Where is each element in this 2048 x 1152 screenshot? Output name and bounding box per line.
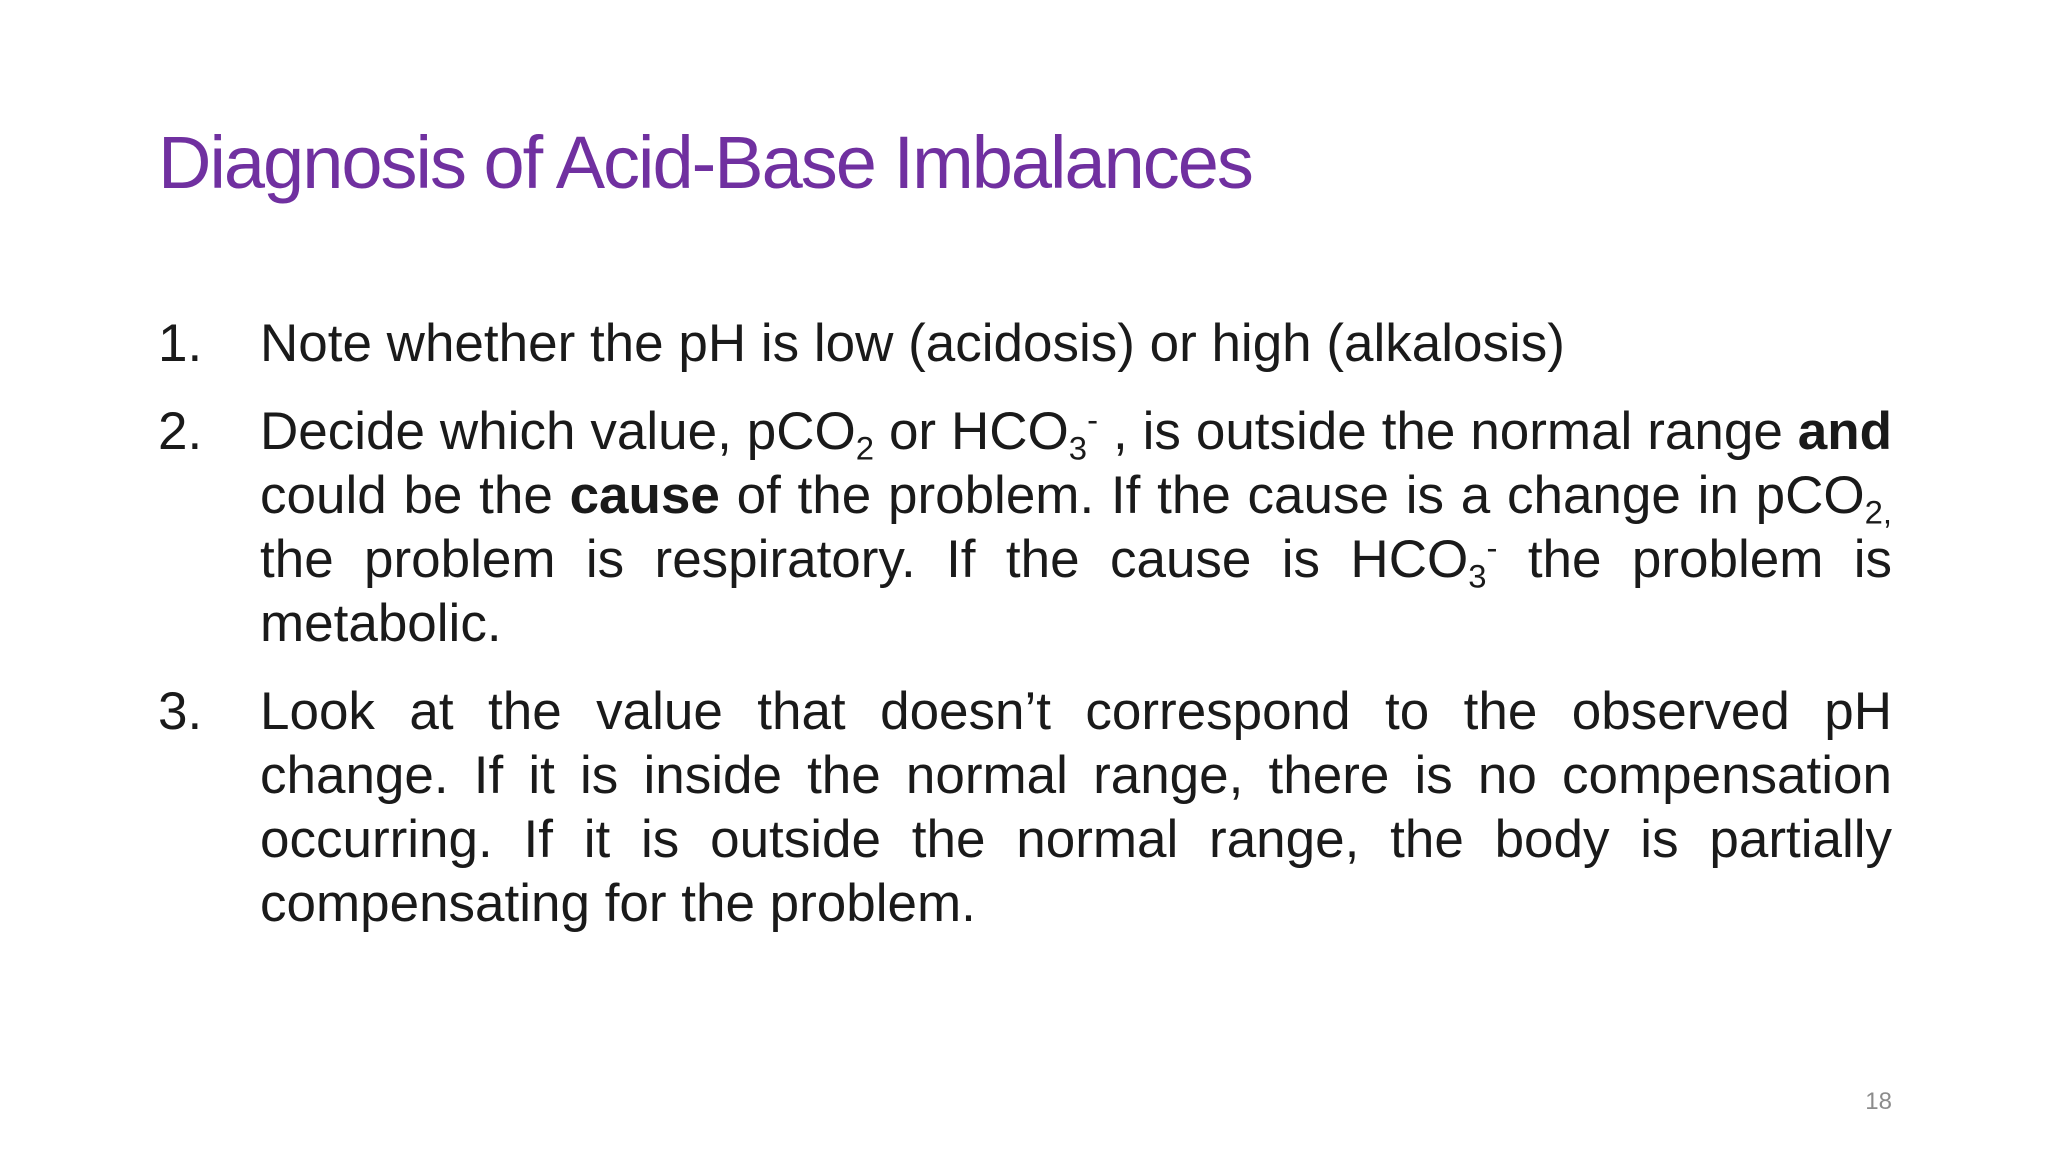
text-run: Decide which value, pCO xyxy=(260,402,856,461)
superscript: - xyxy=(1087,400,1099,438)
text-run: the problem is respiratory. If the cause is HCO xyxy=(260,530,1469,589)
subscript: 3 xyxy=(1068,429,1088,467)
list-item xyxy=(158,400,1892,656)
list-item-number: 2. xyxy=(158,402,203,461)
text-run: the problem is metabolic. xyxy=(260,530,1892,653)
subscript: 3 xyxy=(1468,557,1487,595)
text-run: , is outside the normal range xyxy=(1098,402,1798,461)
text-run: or HCO xyxy=(874,402,1069,461)
text-run: could be the xyxy=(260,466,570,525)
list-item-text xyxy=(260,400,1892,656)
page-number: 18 xyxy=(1865,1088,1892,1115)
slide-title: Diagnosis of Acid-Base Imbalances xyxy=(158,121,1252,204)
list-item-text: Note whether the pH is low (acidosis) or high (alkalosis) xyxy=(260,314,1565,373)
list-item xyxy=(158,312,1892,376)
list-item-number: 1. xyxy=(158,314,203,373)
superscript: - xyxy=(1486,528,1498,566)
list-item-number: 3. xyxy=(158,682,203,741)
bold-text: cause xyxy=(569,466,720,525)
text-run: of the problem. If the cause is a change in pCO xyxy=(719,466,1865,525)
list-item xyxy=(158,680,1892,936)
subscript: 2 xyxy=(855,429,874,467)
numbered-list xyxy=(158,312,1892,960)
subscript: 2, xyxy=(1864,493,1892,531)
list-item-text: Look at the value that doesn’t correspond to the observed pH change. If it is inside the normal range, there is no compensation occurring. If it is outside the normal range, the body is partially compensating for the problem. xyxy=(260,682,1892,933)
bold-text: and xyxy=(1797,402,1893,461)
